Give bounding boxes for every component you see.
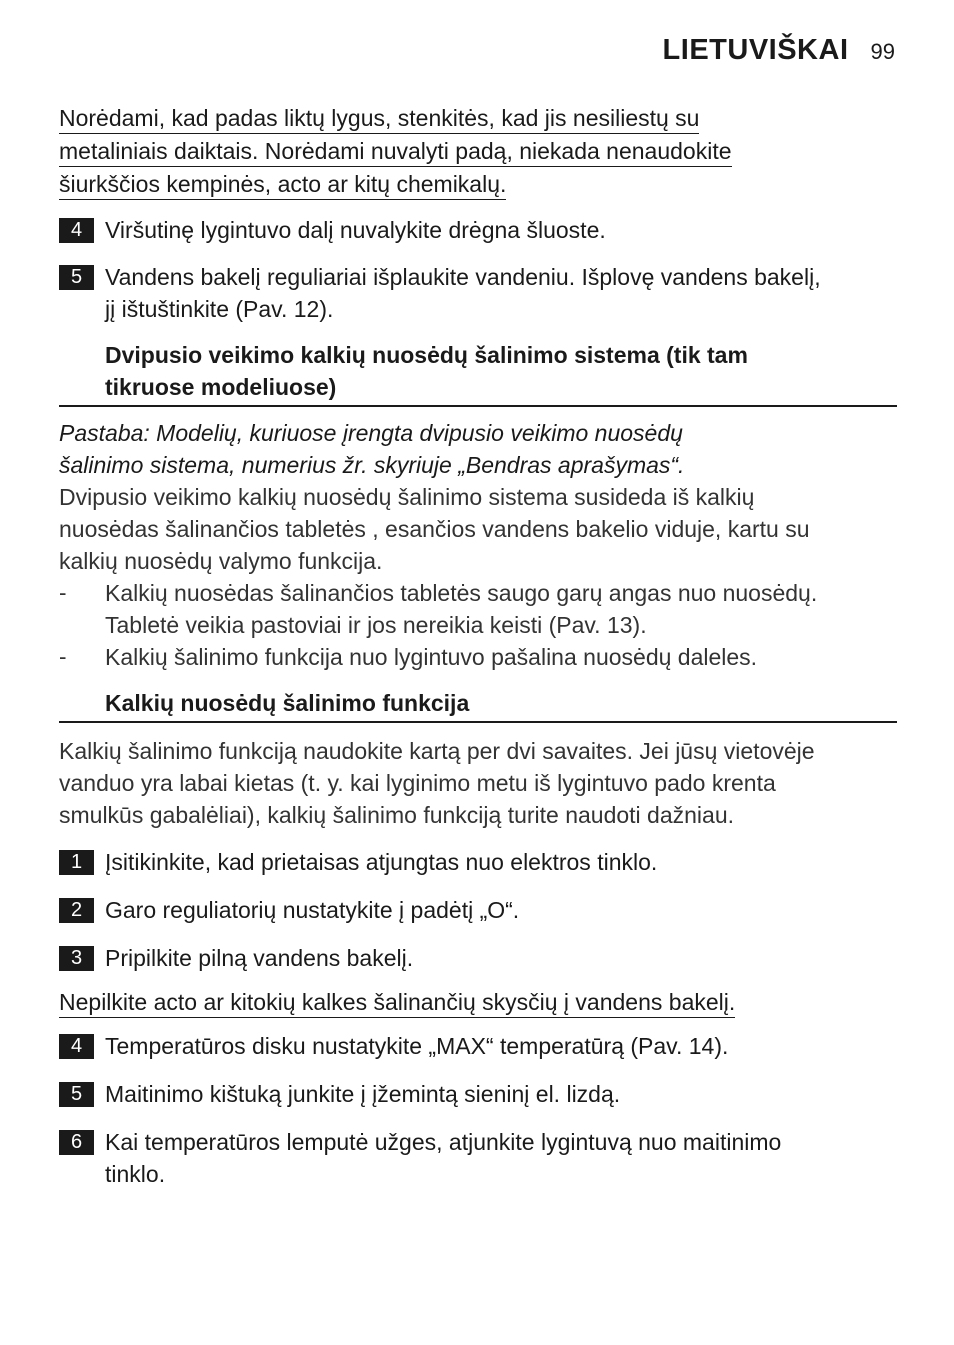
paragraph-system-description	[59, 481, 897, 577]
step-number-badge: 1	[59, 850, 94, 875]
bullet-dash: -	[59, 580, 67, 605]
paragraph-line: smulkūs gabalėliai), kalkių šalinimo funkciją turite naudoti dažniau.	[59, 802, 735, 828]
note-text	[59, 417, 897, 481]
step-number-badge: 5	[59, 265, 94, 290]
heading-line: tikruose modeliuose)	[105, 374, 337, 400]
page-header	[663, 34, 895, 67]
note-line: šalinimo sistema, numerius žr. skyriuje „Bendras aprašymas“.	[59, 452, 685, 478]
step-2-steam-off	[59, 894, 897, 926]
step-1-unplug	[59, 846, 897, 878]
step-6-unplug-after-heat	[59, 1126, 897, 1190]
paragraph-line: Kalkių šalinimo funkciją naudokite kartą per dvi savaites. Jei jūsų vietovėje	[59, 738, 815, 764]
step-4-clean-top	[59, 214, 897, 246]
page-number: 99	[870, 39, 895, 64]
step-number-badge: 4	[59, 1034, 94, 1059]
paragraph-line: Dvipusio veikimo kalkių nuosėdų šalinimo sistema susideda iš kalkių	[59, 484, 755, 510]
step-number-badge: 4	[59, 218, 94, 243]
warning-text-1	[59, 104, 897, 200]
step-text: Vandens bakelį reguliariai išplaukite vandeniu. Išplovę vandens bakelį,	[105, 264, 821, 290]
bullet-line: Kalkių šalinimo funkcija nuo lygintuvo pašalina nuosėdų daleles.	[105, 644, 758, 670]
warning-line: šiurkščios kempinės, acto ar kitų chemikalų.	[59, 170, 506, 200]
step-text: Pripilkite pilną vandens bakelį.	[105, 945, 414, 971]
page-content	[59, 100, 897, 1190]
paragraph-line: kalkių nuosėdų valymo funkcija.	[59, 548, 383, 574]
step-text: Maitinimo kištuką junkite į įžemintą sieninį el. lizdą.	[105, 1081, 621, 1107]
section-heading-double-decalc	[59, 339, 897, 407]
note-line: Pastaba: Modelių, kuriuose įrengta dvipusio veikimo nuosėdų	[59, 420, 683, 446]
step-4-set-max	[59, 1030, 897, 1062]
step-3-fill-tank	[59, 942, 897, 974]
paragraph-decalc-frequency	[59, 735, 897, 831]
step-5-rinse-tank	[59, 261, 897, 325]
list-item	[59, 641, 897, 673]
list-item	[59, 577, 897, 641]
step-text: Viršutinę lygintuvo dalį nuvalykite drėgna šluoste.	[105, 217, 606, 243]
warning-text-2	[59, 988, 897, 1018]
section-heading-decalc-function	[59, 687, 897, 723]
heading-line: Dvipusio veikimo kalkių nuosėdų šalinimo sistema (tik tam	[105, 342, 748, 368]
step-text: Garo reguliatorių nustatykite į padėtį „O“.	[105, 897, 520, 923]
warning-line: Nepilkite acto ar kitokių kalkes šalinančių skysčių į vandens bakelį.	[59, 988, 735, 1018]
step-number-badge: 3	[59, 946, 94, 971]
bullet-line: Tabletė veikia pastoviai ir jos nereikia keisti (Pav. 13).	[105, 612, 647, 638]
step-text: tinklo.	[105, 1161, 166, 1187]
step-number-badge: 2	[59, 898, 94, 923]
step-text: Kai temperatūros lemputė užges, atjunkite lygintuvą nuo maitinimo	[105, 1129, 782, 1155]
warning-line: Norėdami, kad padas liktų lygus, stenkitės, kad jis nesiliestų su	[59, 104, 699, 134]
language-label: LIETUVIŠKAI	[662, 34, 849, 66]
step-5-plug-in	[59, 1078, 897, 1110]
bullet-dash: -	[59, 644, 67, 669]
step-number-badge: 6	[59, 1130, 94, 1155]
step-text: Temperatūros disku nustatykite „MAX“ temperatūrą (Pav. 14).	[105, 1033, 729, 1059]
warning-line: metaliniais daiktais. Norėdami nuvalyti padą, niekada nenaudokite	[59, 137, 732, 167]
step-number-badge: 5	[59, 1082, 94, 1107]
heading-line: Kalkių nuosėdų šalinimo funkcija	[105, 690, 470, 716]
paragraph-line: nuosėdas šalinančios tabletės , esančios vandens bakelio viduje, kartu su	[59, 516, 810, 542]
bullet-line: Kalkių nuosėdas šalinančios tabletės saugo garų angas nuo nuosėdų.	[105, 580, 818, 606]
step-text: Įsitikinkite, kad prietaisas atjungtas nuo elektros tinklo.	[105, 849, 658, 875]
paragraph-line: vanduo yra labai kietas (t. y. kai lyginimo metu iš lygintuvo pado krenta	[59, 770, 776, 796]
step-text: jį ištuštinkite (Pav. 12).	[105, 296, 334, 322]
